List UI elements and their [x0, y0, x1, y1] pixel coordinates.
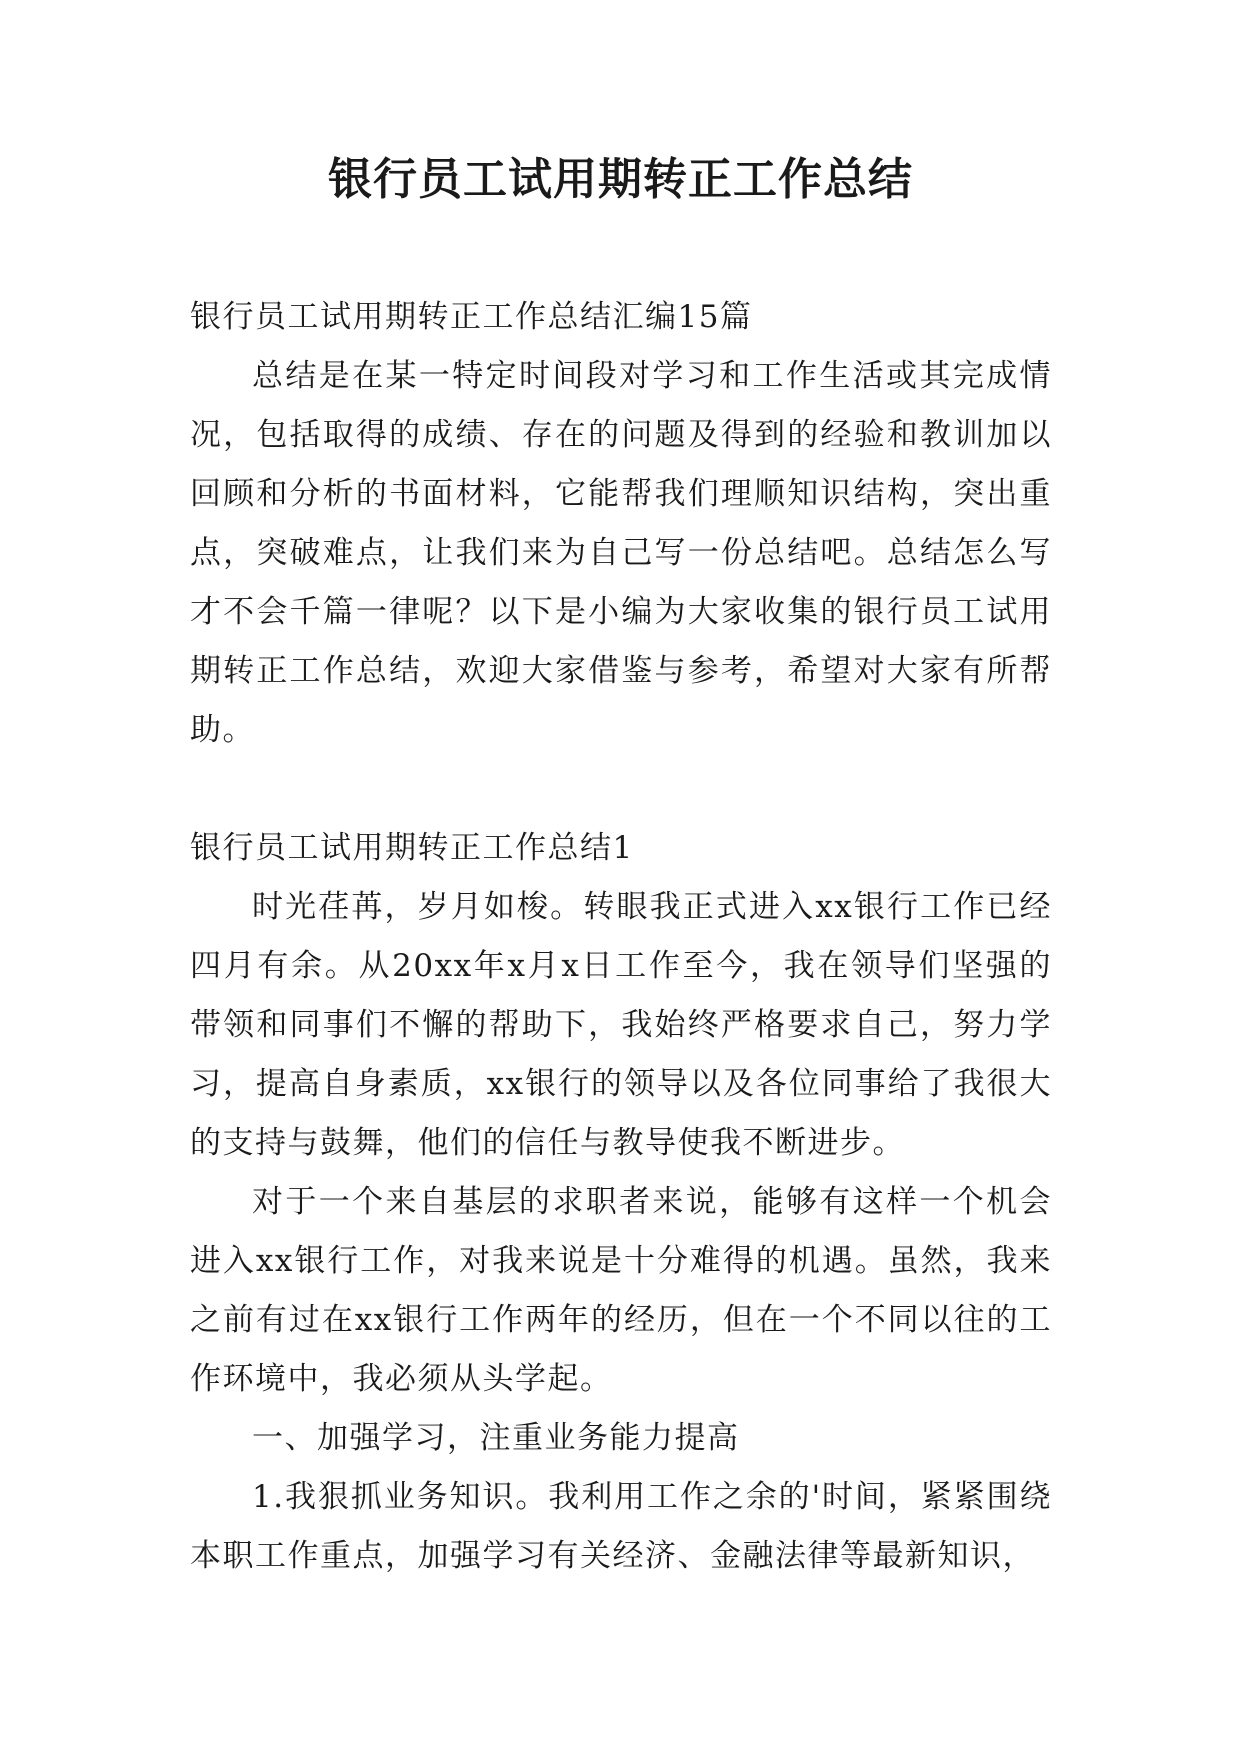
body-paragraph: 时光荏苒，岁月如梭。转眼我正式进入xx银行工作已经四月有余。从20xx年x月x日工作至今，我在领导们坚强的带领和同事们不懈的帮助下，我始终严格要求自己，努力学习，提高自身素质，xx银行的领导以及各位同事给了我很大的支持与鼓舞，他们的信任与教导使我不断进步。 — [190, 889, 1052, 1161]
body-paragraph: 1.我狠抓业务知识。我利用工作之余的'时间，紧紧围绕本职工作重点，加强学习有关经济、金融法律等最新知识， — [190, 1479, 1052, 1574]
document-body — [190, 288, 1052, 1586]
document-title: 银行员工试用期转正工作总结 — [328, 154, 913, 205]
paragraph-gap — [190, 760, 1052, 819]
subtitle: 银行员工试用期转正工作总结汇编15篇 — [190, 299, 753, 335]
body-paragraph: 对于一个来自基层的求职者来说，能够有这样一个机会进入xx银行工作，对我来说是十分难得的机遇。虽然，我来之前有过在xx银行工作两年的经历，但在一个不同以往的工作环境中，我必须从头学起。 — [190, 1184, 1052, 1397]
intro-paragraph: 总结是在某一特定时间段对学习和工作生活或其完成情况，包括取得的成绩、存在的问题及得到的经验和教训加以回顾和分析的书面材料，它能帮我们理顺知识结构，突出重点，突破难点，让我们来为自己写一份总结吧。总结怎么写才不会千篇一律呢？以下是小编为大家收集的银行员工试用期转正工作总结，欢迎大家借鉴与参考，希望对大家有所帮助。 — [190, 358, 1052, 748]
section-heading: 银行员工试用期转正工作总结1 — [190, 830, 634, 866]
section-subheading: 一、加强学习，注重业务能力提高 — [252, 1420, 740, 1456]
